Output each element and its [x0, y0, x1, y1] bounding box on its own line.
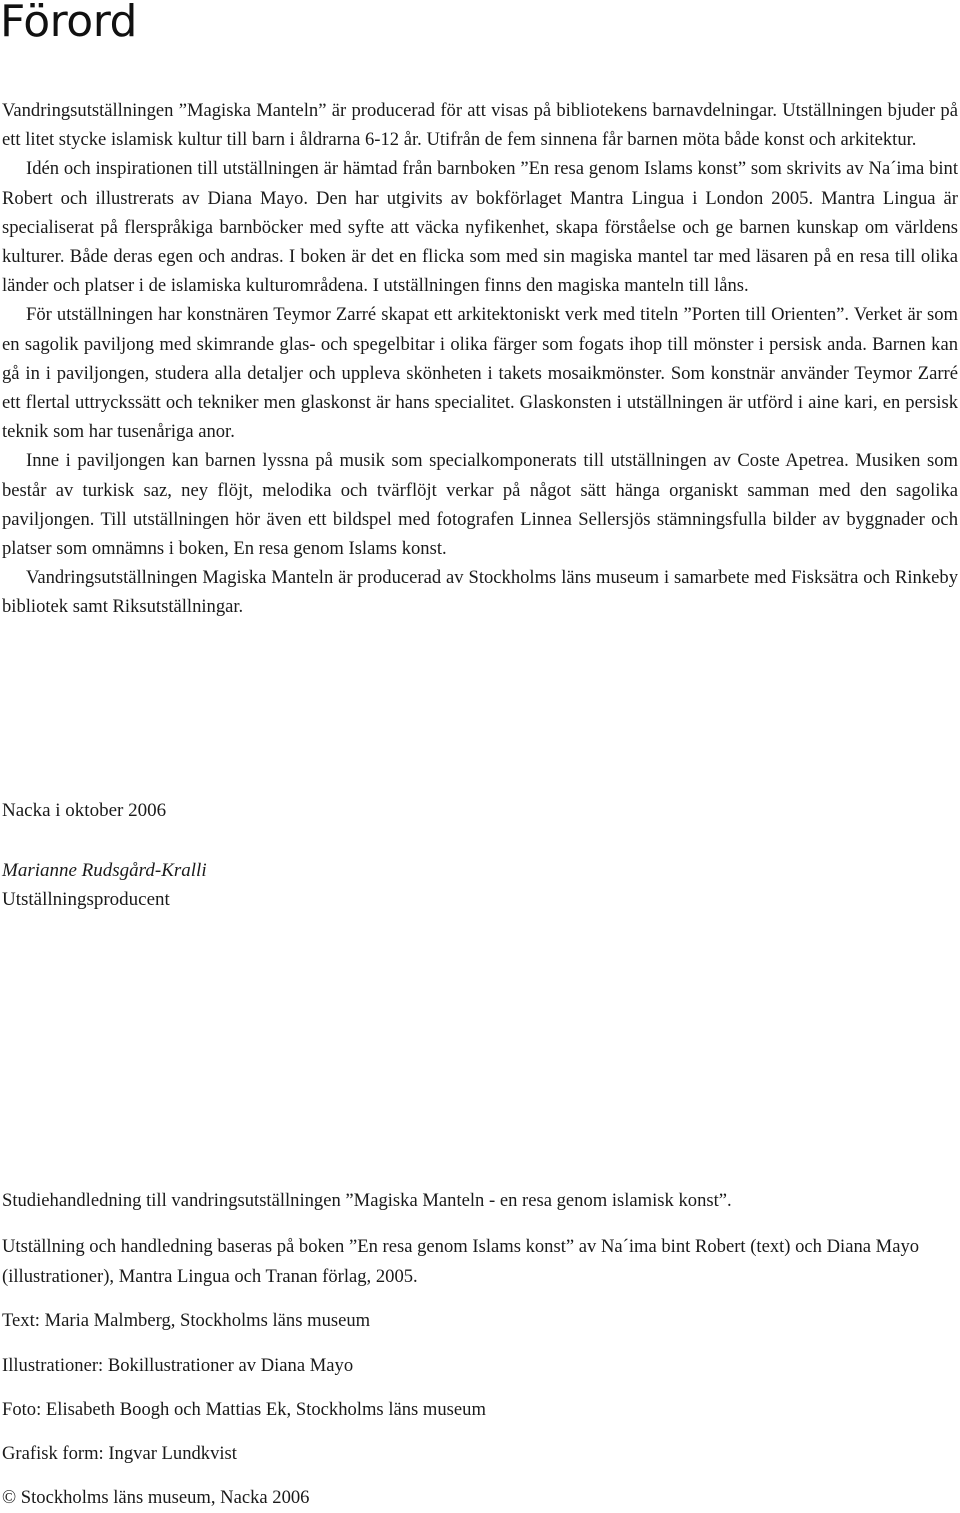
- colophon-photo-credit: Foto: Elisabeth Boogh och Mattias Ek, Stockholms läns museum: [2, 1399, 486, 1420]
- page-title: Förord: [0, 0, 137, 47]
- colophon-illustrations-credit: Illustrationer: Bokillustrationer av Diana Mayo: [2, 1355, 354, 1376]
- paragraph-intro: Vandringsutställningen ”Magiska Manteln” är producerad för att visas på bibliotekens barnavdelningar. Utställningen bjuder på ett litet stycke islamisk kultur till barn i åldrarna 6-12 år. Utifrån de fem sinnena får barnen möta både konst och arkitektur.: [2, 100, 958, 151]
- colophon-copyright: © Stockholms läns museum, Nacka 2006: [2, 1487, 310, 1508]
- signature-role: Utställningsproducent: [2, 889, 170, 910]
- colophon-text-credit: Text: Maria Malmberg, Stockholms läns museum: [2, 1310, 371, 1331]
- colophon-study-guide: Studiehandledning till vandringsutställningen ”Magiska Manteln - en resa genom islamisk konst”.: [2, 1190, 732, 1211]
- paragraph-inspiration: Idén och inspirationen till utställningen är hämtad från barnboken ”En resa genom Islams konst” som skrivits av Na´ima bint Robert och illustrerats av Diana Mayo. Den har utgivits av bokförlaget Mantra Lingua i London 2005. Mantra Lingua är specialiserat på flerspråkiga barnböcker med syfte att väcka nyfikenhet, skapa förståelse och ge barnen kunskap om världens kulturer. Både deras egen och andras. I boken är det en flicka som med sin magiska mantel tar med läsaren på en resa till olika länder och platser i de islamiska kulturområdena. I utställningen finns den magiska manteln till låns.: [2, 158, 958, 297]
- paragraph-artwork: För utställningen har konstnären Teymor Zarré skapat ett arkitektoniskt verk med titeln ”Porten till Orienten”. Verket är som en sagolik paviljong med skimrande glas- och spegelbitar i olika färger som fogats ihop till mönster i persisk anda. Barnen kan gå in i paviljongen, studera alla detaljer och uppleva skönheten i takets mosaikmönster. Som konstnär använder Teymor Zarré ett flertal uttryckssätt och tekniker men glaskonst är hans specialitet. Glaskonsten i utställningen är utförd i aine kari, en persisk teknik som har tusenåriga anor.: [2, 304, 958, 443]
- foreword-body: [2, 96, 958, 622]
- signature-name: Marianne Rudsgård-Kralli: [2, 860, 207, 881]
- colophon-basis: Utställning och handledning baseras på boken ”En resa genom Islams konst” av Na´ima bint Robert (text) och Diana Mayo (illustrationer), Mantra Lingua och Tranan förlag, 2005.: [2, 1236, 920, 1287]
- paragraph-music: Inne i paviljongen kan barnen lyssna på musik som specialkomponerats till utställningen av Coste Apetrea. Musiken som består av turkisk saz, ney flöjt, melodika och tvärflöjt verkar på något sätt hänga organiskt samman med den sagolika paviljongen. Till utställningen hör även ett bildspel med fotografen Linnea Sellersjös stämningsfulla bilder av byggnader och platser som omnämns i boken, En resa genom Islams konst.: [2, 450, 958, 560]
- paragraph-producers: Vandringsutställningen Magiska Manteln är producerad av Stockholms läns museum i samarbete med Fisksätra och Rinkeby bibliotek samt Riksutställningar.: [2, 567, 958, 618]
- colophon-design-credit: Grafisk form: Ingvar Lundkvist: [2, 1443, 237, 1464]
- place-date: Nacka i oktober 2006: [2, 800, 167, 821]
